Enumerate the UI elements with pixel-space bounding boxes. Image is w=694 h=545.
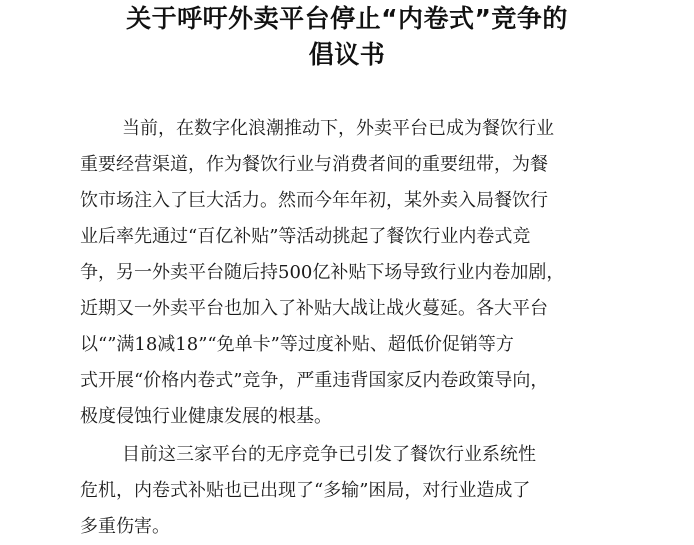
paragraph-2-line-1: 目前这三家平台的无序竞争已引发了餐饮行业系统性 (122, 444, 536, 465)
paragraph-1-line-8: 式开展“价格内卷式”竞争，严重违背国家反内卷政策导向， (80, 370, 549, 391)
paragraph-1-line-3: 饮市场注入了巨大活力。然而今年年初，某外卖入局餐饮行 (80, 190, 548, 211)
paragraph-2-line-2: 危机，内卷式补贴也已出现了“多输”困局，对行业造成了 (80, 480, 531, 501)
document-title-line-1: 关于呼吁外卖平台停止“内卷式”竞争的 (126, 4, 568, 33)
paragraph-1-line-4: 业后率先通过“百亿补贴”等活动挑起了餐饮行业内卷式竞 (80, 226, 531, 247)
paragraph-1 (80, 111, 620, 435)
document-title-line-2: 倡议书 (308, 40, 386, 69)
paragraph-1-line-5: 争，另一外卖平台随后持500亿补贴下场导致行业内卷加剧， (80, 262, 565, 283)
paragraph-1-line-1: 当前，在数字化浪潮推动下，外卖平台已成为餐饮行业 (122, 118, 554, 139)
document-body (80, 111, 620, 545)
paragraph-2-line-3: 多重伤害。 (80, 516, 170, 537)
paragraph-1-line-7: 以“”满18减18”“免单卡”等过度补贴、超低价促销等方 (80, 334, 514, 355)
paragraph-2 (80, 437, 620, 545)
paragraph-1-line-2: 重要经营渠道，作为餐饮行业与消费者间的重要纽带，为餐 (80, 154, 548, 175)
paragraph-1-line-9: 极度侵蚀行业健康发展的根基。 (80, 406, 332, 427)
paragraph-1-line-6: 近期又一外卖平台也加入了补贴大战让战火蔓延。各大平台 (80, 298, 548, 319)
